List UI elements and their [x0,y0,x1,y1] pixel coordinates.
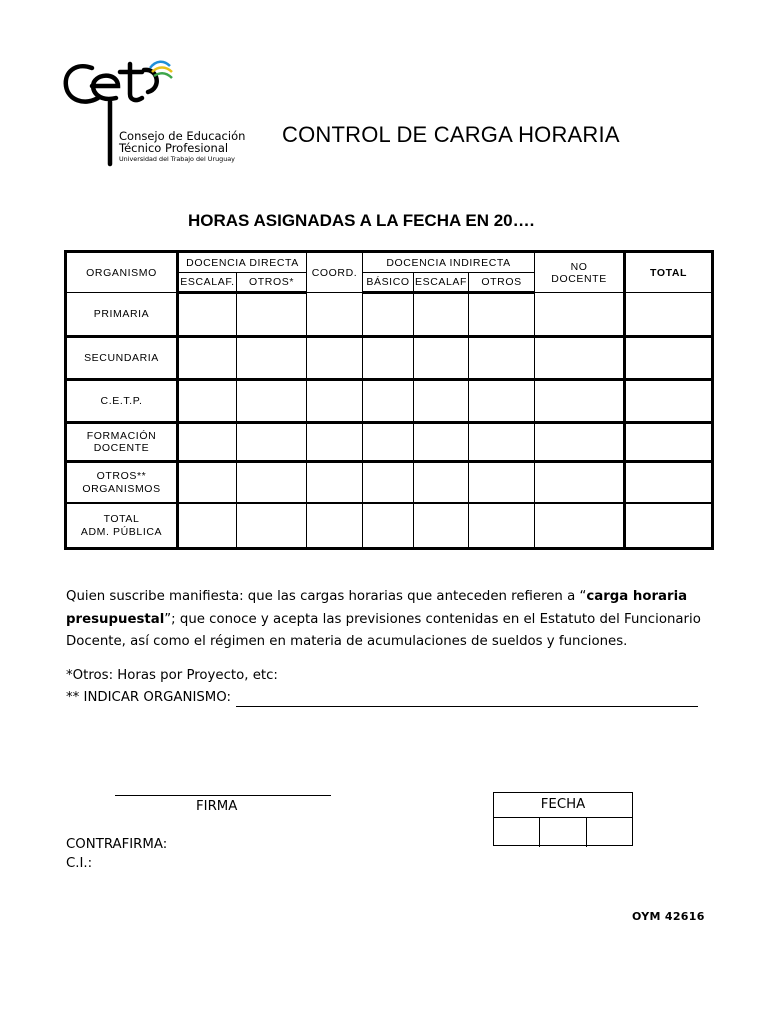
input-cell[interactable] [237,336,307,379]
input-cell[interactable] [414,422,469,461]
input-cell[interactable] [363,380,414,422]
header-escalaf-indirecta: ESCALAF [414,273,469,293]
page-subtitle: HORAS ASIGNADAS A LA FECHA EN 20…. [188,211,535,230]
input-cell[interactable] [363,503,414,549]
header-docencia-indirecta: DOCENCIA INDIRECTA [363,252,535,273]
input-cell[interactable] [535,380,625,422]
declaration-text-a: Quien suscribe manifiesta: que las cargas horarias que anteceden refieren a “ [66,589,587,604]
firma-label: FIRMA [196,799,238,814]
input-cell[interactable] [535,422,625,461]
logo-line-2: Técnico Profesional [119,141,229,156]
input-cell[interactable] [363,293,414,336]
row-label: OTROS** ORGANISMOS [66,462,178,503]
logo-text [119,130,245,163]
table-row [66,462,713,503]
form-code: OYM 42616 [632,910,705,923]
input-cell[interactable] [535,462,625,503]
input-cell[interactable] [237,380,307,422]
note-indicar-organismo: ** INDICAR ORGANISMO: [66,690,231,705]
header-coord: COORD. [307,252,363,293]
header-total: TOTAL [625,252,713,293]
input-cell[interactable] [363,422,414,461]
input-cell[interactable] [535,503,625,549]
input-cell[interactable] [307,336,363,379]
header-escalaf-directa: ESCALAF. [178,273,237,293]
header-basico: BÁSICO [363,273,414,293]
ci-label: C.I.: [66,856,93,871]
input-cell[interactable] [469,462,535,503]
fecha-box [493,792,633,846]
contrafirma-label: CONTRAFIRMA: [66,837,168,852]
header-no-docente [535,252,625,293]
fecha-year-field[interactable] [587,818,632,847]
fecha-label: FECHA [494,793,632,818]
input-cell[interactable] [469,503,535,549]
input-cell[interactable] [363,462,414,503]
declaration-paragraph [66,586,716,654]
table-row [66,380,713,422]
input-cell[interactable] [237,462,307,503]
input-cell[interactable] [469,380,535,422]
input-cell[interactable] [535,293,625,336]
input-cell[interactable] [469,422,535,461]
table-row-total [66,503,713,549]
input-cell[interactable] [363,336,414,379]
table-row [66,422,713,461]
input-cell[interactable] [414,462,469,503]
row-label: TOTAL ADM. PÚBLICA [66,503,178,549]
row-label: PRIMARIA [66,293,178,336]
input-cell[interactable] [469,293,535,336]
note-otros: *Otros: Horas por Proyecto, etc: [66,668,278,683]
input-cell[interactable] [535,336,625,379]
header-otros-indirecta: OTROS [469,273,535,293]
input-cell[interactable] [178,422,237,461]
input-cell[interactable] [414,380,469,422]
header-row-1 [66,252,713,273]
indicar-organismo-field[interactable] [236,706,698,707]
total-cell[interactable] [625,422,713,461]
no-docente-line-2: DOCENTE [551,272,607,285]
header-organismo: ORGANISMO [66,252,178,293]
total-cell[interactable] [625,503,713,549]
total-cell[interactable] [625,336,713,379]
declaration-bold: carga horaria presupuestal [66,589,688,627]
input-cell[interactable] [237,422,307,461]
contrafirma-block [66,835,167,873]
header-otros-directa: OTROS* [237,273,307,293]
input-cell[interactable] [178,293,237,336]
header-docencia-directa: DOCENCIA DIRECTA [178,252,307,273]
fecha-day-field[interactable] [494,818,540,847]
table-row [66,336,713,379]
input-cell[interactable] [178,380,237,422]
workload-table [64,250,714,550]
logo-line-3: Universidad del Trabajo del Uruguay [119,155,235,164]
logo-line-1: Consejo de Educación [119,129,246,143]
input-cell[interactable] [178,503,237,549]
firma-signature-line[interactable] [115,795,331,796]
row-label: SECUNDARIA [66,336,178,379]
no-docente-line-1: NO [570,260,588,273]
input-cell[interactable] [237,503,307,549]
input-cell[interactable] [307,462,363,503]
row-label: C.E.T.P. [66,380,178,422]
declaration-text-b: ”; que conoce y acepta las previsiones contenidas en el Estatuto del Funcionario Docente, así como el régimen en materia de acumulaciones de sueldos y funciones. [66,611,701,649]
total-cell[interactable] [625,462,713,503]
total-cell[interactable] [625,293,713,336]
row-label: FORMACIÓN DOCENTE [66,422,178,461]
total-cell[interactable] [625,380,713,422]
input-cell[interactable] [469,336,535,379]
input-cell[interactable] [414,336,469,379]
table-row [66,293,713,336]
input-cell[interactable] [237,293,307,336]
input-cell[interactable] [178,336,237,379]
page-title: CONTROL DE CARGA HORARIA [282,122,620,147]
fecha-month-field[interactable] [540,818,586,847]
input-cell[interactable] [414,503,469,549]
input-cell[interactable] [178,462,237,503]
input-cell[interactable] [414,293,469,336]
input-cell[interactable] [307,422,363,461]
input-cell[interactable] [307,380,363,422]
fecha-cells [494,818,632,847]
input-cell[interactable] [307,293,363,336]
input-cell[interactable] [307,503,363,549]
